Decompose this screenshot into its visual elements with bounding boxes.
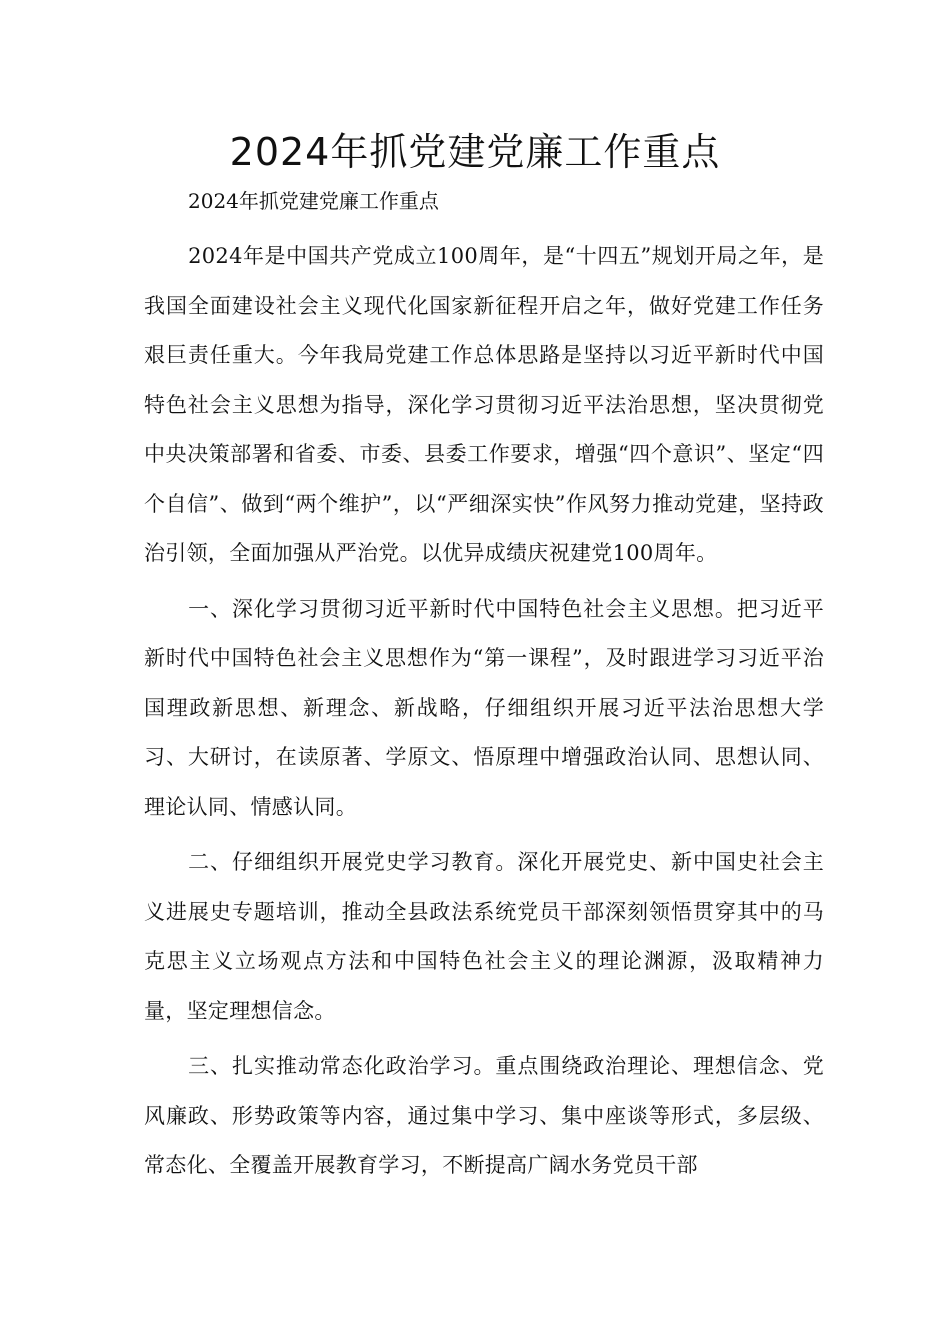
paragraph-section-3: 三、扎实推动常态化政治学习。重点围绕政治理论、理想信念、党风廉政、形势政策等内容，通过集中学习、集中座谈等形式，多层级、常态化、全覆盖开展教育学习，不断提高广阔水务党员干部 <box>144 1054 824 1177</box>
paragraph-section-1: 一、深化学习贯彻习近平新时代中国特色社会主义思想。把习近平新时代中国特色社会主义思想作为“第一课程”，及时跟进学习习近平治国理政新思想、新理念、新战略，仔细组织开展习近平法治思想大学习、大研讨，在读原著、学原文、悟原理中增强政治认同、思想认同、理论认同、情感认同。 <box>144 596 824 819</box>
document-subtitle: 2024年抓党建党廉工作重点 <box>188 189 439 213</box>
paragraph-intro: 2024年是中国共产党成立100周年，是“十四五”规划开局之年，是我国全面建设社会主义现代化国家新征程开启之年，做好党建工作任务艰巨责任重大。今年我局党建工作总体思路是坚持以习近平新时代中国特色社会主义思想为指导，深化学习贯彻习近平法治思想，坚决贯彻党中央决策部署和省委、市委、县委工作要求，增强“四个意识”、坚定“四个自信”、做到“两个维护”，以“严细深实快”作风努力推动党建，坚持政治引领，全面加强从严治党。以优异成绩庆祝建党100周年。 <box>144 244 824 565</box>
document-body <box>144 232 824 1197</box>
document-title: 2024年抓党建党廉工作重点 <box>229 130 721 174</box>
paragraph-section-2: 二、仔细组织开展党史学习教育。深化开展党史、新中国史社会主义进展史专题培训，推动全县政法系统党员干部深刻领悟贯穿其中的马克思主义立场观点方法和中国特色社会主义的理论渊源，汲取精神力量，坚定理想信念。 <box>144 850 824 1023</box>
